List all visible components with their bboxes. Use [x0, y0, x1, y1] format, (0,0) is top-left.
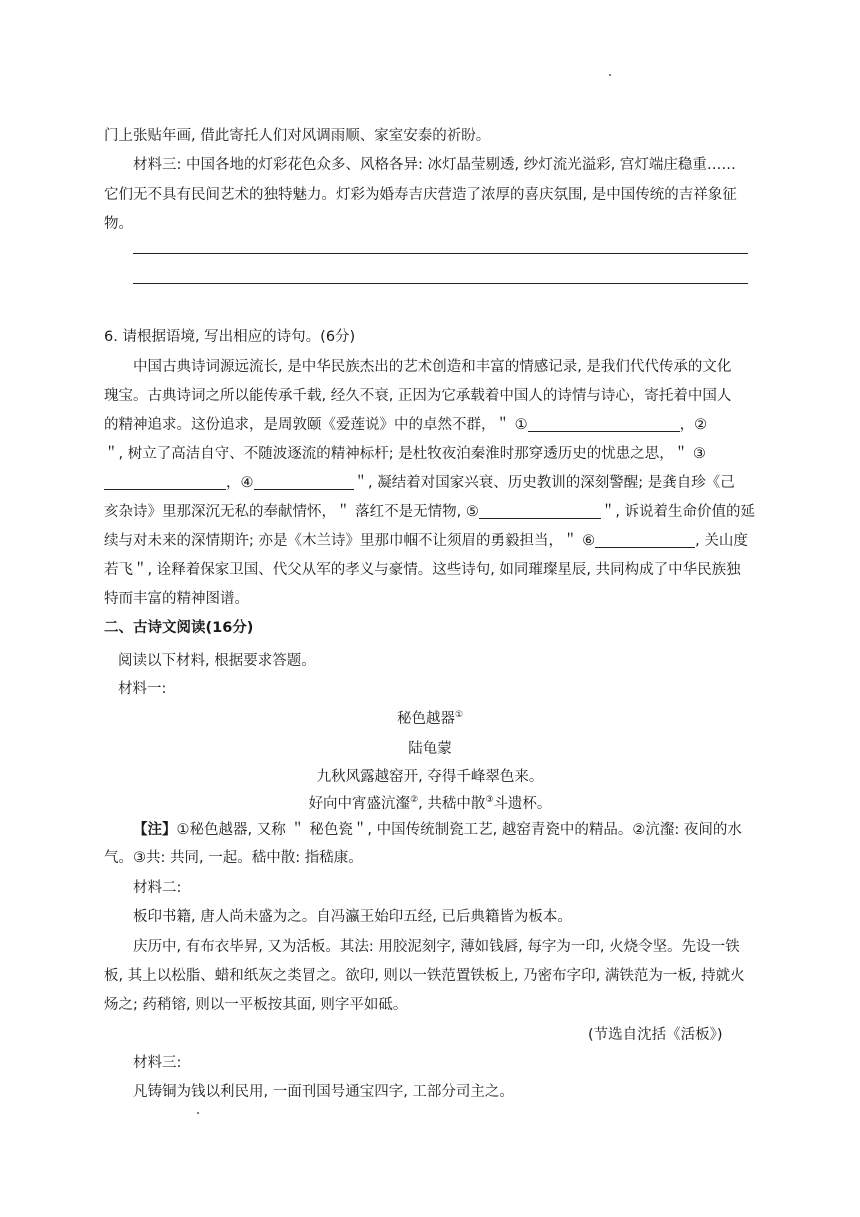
q6-line-8: 若飞＂, 诠释着保家卫国、代父从军的孝义与豪情。这些诗句, 如同璀璨星辰, 共同构成了中华民族独: [104, 562, 741, 578]
q6-line-7-text: 续与对未来的深情期许; 亦是《木兰诗》里那巾帼不让须眉的勇毅担当，＂ ⑥: [104, 533, 596, 549]
section-2-intro: 阅读以下材料, 根据要求答题。: [118, 653, 316, 669]
q6-line-3-end: ，②: [679, 417, 708, 433]
q6-line-5: [104, 472, 760, 494]
blank-1[interactable]: [528, 415, 680, 432]
material-2-para-2-line-2: 板, 其上以松脂、蜡和纸灰之类冒之。欲印, 则以一铁范置铁板上, 乃密布字印, 满铁范为一板, 持就火: [104, 968, 745, 984]
material3-line1: 材料三: 中国各地的灯彩花色众多、风格各异: 冰灯晶莹剔透, 纱灯流光溢彩, 宫灯端庄稳重……: [133, 157, 736, 173]
q6-line-6-text: 亥杂诗》里那深沉无私的奉献情怀，＂ 落红不是无情物, ⑤: [104, 504, 479, 520]
q6-line-6-end: ＂, 诉说着生命价值的延: [600, 504, 756, 520]
q6-line-7-end: , 关山度: [695, 533, 748, 549]
material-1-label: 材料一:: [118, 681, 167, 697]
q6-line-4-text: ＂, 树立了高洁自守、不随波逐流的精神标杆; 是杜牧夜泊秦淮时那穿透历史的忧患之思，＂ ③: [104, 446, 706, 462]
q6-line-1: 中国古典诗词源远流长, 是中华民族杰出的艺术创造和丰富的情感记录, 是我们代代传承的文化: [133, 359, 732, 375]
q6-line-7: [104, 530, 760, 552]
footnote-marker: ①: [454, 710, 464, 721]
q6-line-5-mid: ，④: [226, 475, 254, 491]
poem-author: 陆龟蒙: [408, 741, 452, 757]
note-line-1: [133, 819, 760, 841]
material-2-label: 材料二:: [133, 880, 182, 896]
material3-line3: 物。: [104, 216, 133, 232]
blank-4[interactable]: [254, 473, 354, 490]
material-3-para-1: 凡铸铜为钱以利民用, 一面刊国号通宝四字, 工部分司主之。: [133, 1084, 514, 1100]
material-2-para-1: 板印书籍, 唐人尚未盛为之。自冯瀛王始印五经, 已后典籍皆为板本。: [133, 909, 572, 925]
material-2-para-2-line-3: 炀之; 药稍镕, 则以一平板按其面, 则字平如砥。: [104, 997, 408, 1013]
material-2-para-2-line-1: 庆历中, 有布衣毕昇, 又为活板。其法: 用胶泥刻字, 薄如钱唇, 每字为一印, 火烧令坚。先设一铁: [133, 939, 740, 955]
section-2-heading: 二、古诗文阅读(16分): [104, 620, 254, 636]
q6-line-5-text: ＂, 凝结着对国家兴衰、历史教训的深刻警醒; 是龚自珍《己: [353, 475, 735, 491]
note-line-2: 气。③共: 共同, 一起。嵇中散: 指嵇康。: [104, 850, 363, 866]
q6-line-9: 特而丰富的精神图谱。: [104, 591, 249, 607]
question-6-title: 6. 请根据语境, 写出相应的诗句。(6分): [104, 329, 356, 345]
note-label: 【注】: [133, 822, 177, 838]
poem-line-1: 九秋风露越窑开, 夺得千峰翠色来。: [316, 769, 544, 785]
poem-title-text: 秘色越器: [396, 711, 455, 727]
poem-title: [0, 707, 860, 728]
blank-5[interactable]: [479, 502, 601, 519]
note-line-1-text: ①秘色越器, 又称 ＂ 秘色瓷＂, 中国传统制瓷工艺, 越窑青瓷中的精品。②沆瀣: 夜间的水: [176, 822, 742, 838]
answer-line-1[interactable]: [133, 253, 748, 254]
material-2-source: (节选自沈括《活板》): [588, 1027, 723, 1043]
poem-line-2-part2: , 共嵇中散: [418, 796, 486, 812]
q6-line-6: [104, 501, 760, 523]
q6-line-3: [104, 414, 760, 436]
scan-dot: [609, 74, 611, 76]
q6-line-4: [104, 443, 760, 465]
poem-line-2: [0, 792, 860, 813]
material-3-label: 材料三:: [133, 1055, 182, 1071]
footnote-marker: ③: [485, 795, 494, 806]
poem-line-2-part1: 好向中宵盛沆瀣: [308, 796, 411, 812]
footnote-marker: ②: [410, 795, 419, 806]
blank-3[interactable]: [104, 473, 226, 490]
scan-dot: [197, 1112, 199, 1114]
poem-line-2-part3: 斗遗杯。: [493, 796, 552, 812]
answer-line-2[interactable]: [133, 283, 748, 284]
q6-line-2: 瑰宝。古典诗词之所以能传承千载, 经久不衰, 正因为它承载着中国人的诗情与诗心，寄托着中国人: [104, 388, 732, 404]
material3-line2: 它们无不具有民间艺术的独特魅力。灯彩为婚寿吉庆营造了浓厚的喜庆氛围, 是中国传统的吉祥象征: [104, 187, 737, 203]
q6-line-3-text: 的精神追求。这份追求，是周敦颐《爱莲说》中的卓然不群，＂ ①: [104, 417, 528, 433]
blank-6[interactable]: [595, 531, 695, 548]
material2-continuation: 门上张贴年画, 借此寄托人们对风调雨顺、家室安泰的祈盼。: [104, 128, 491, 144]
